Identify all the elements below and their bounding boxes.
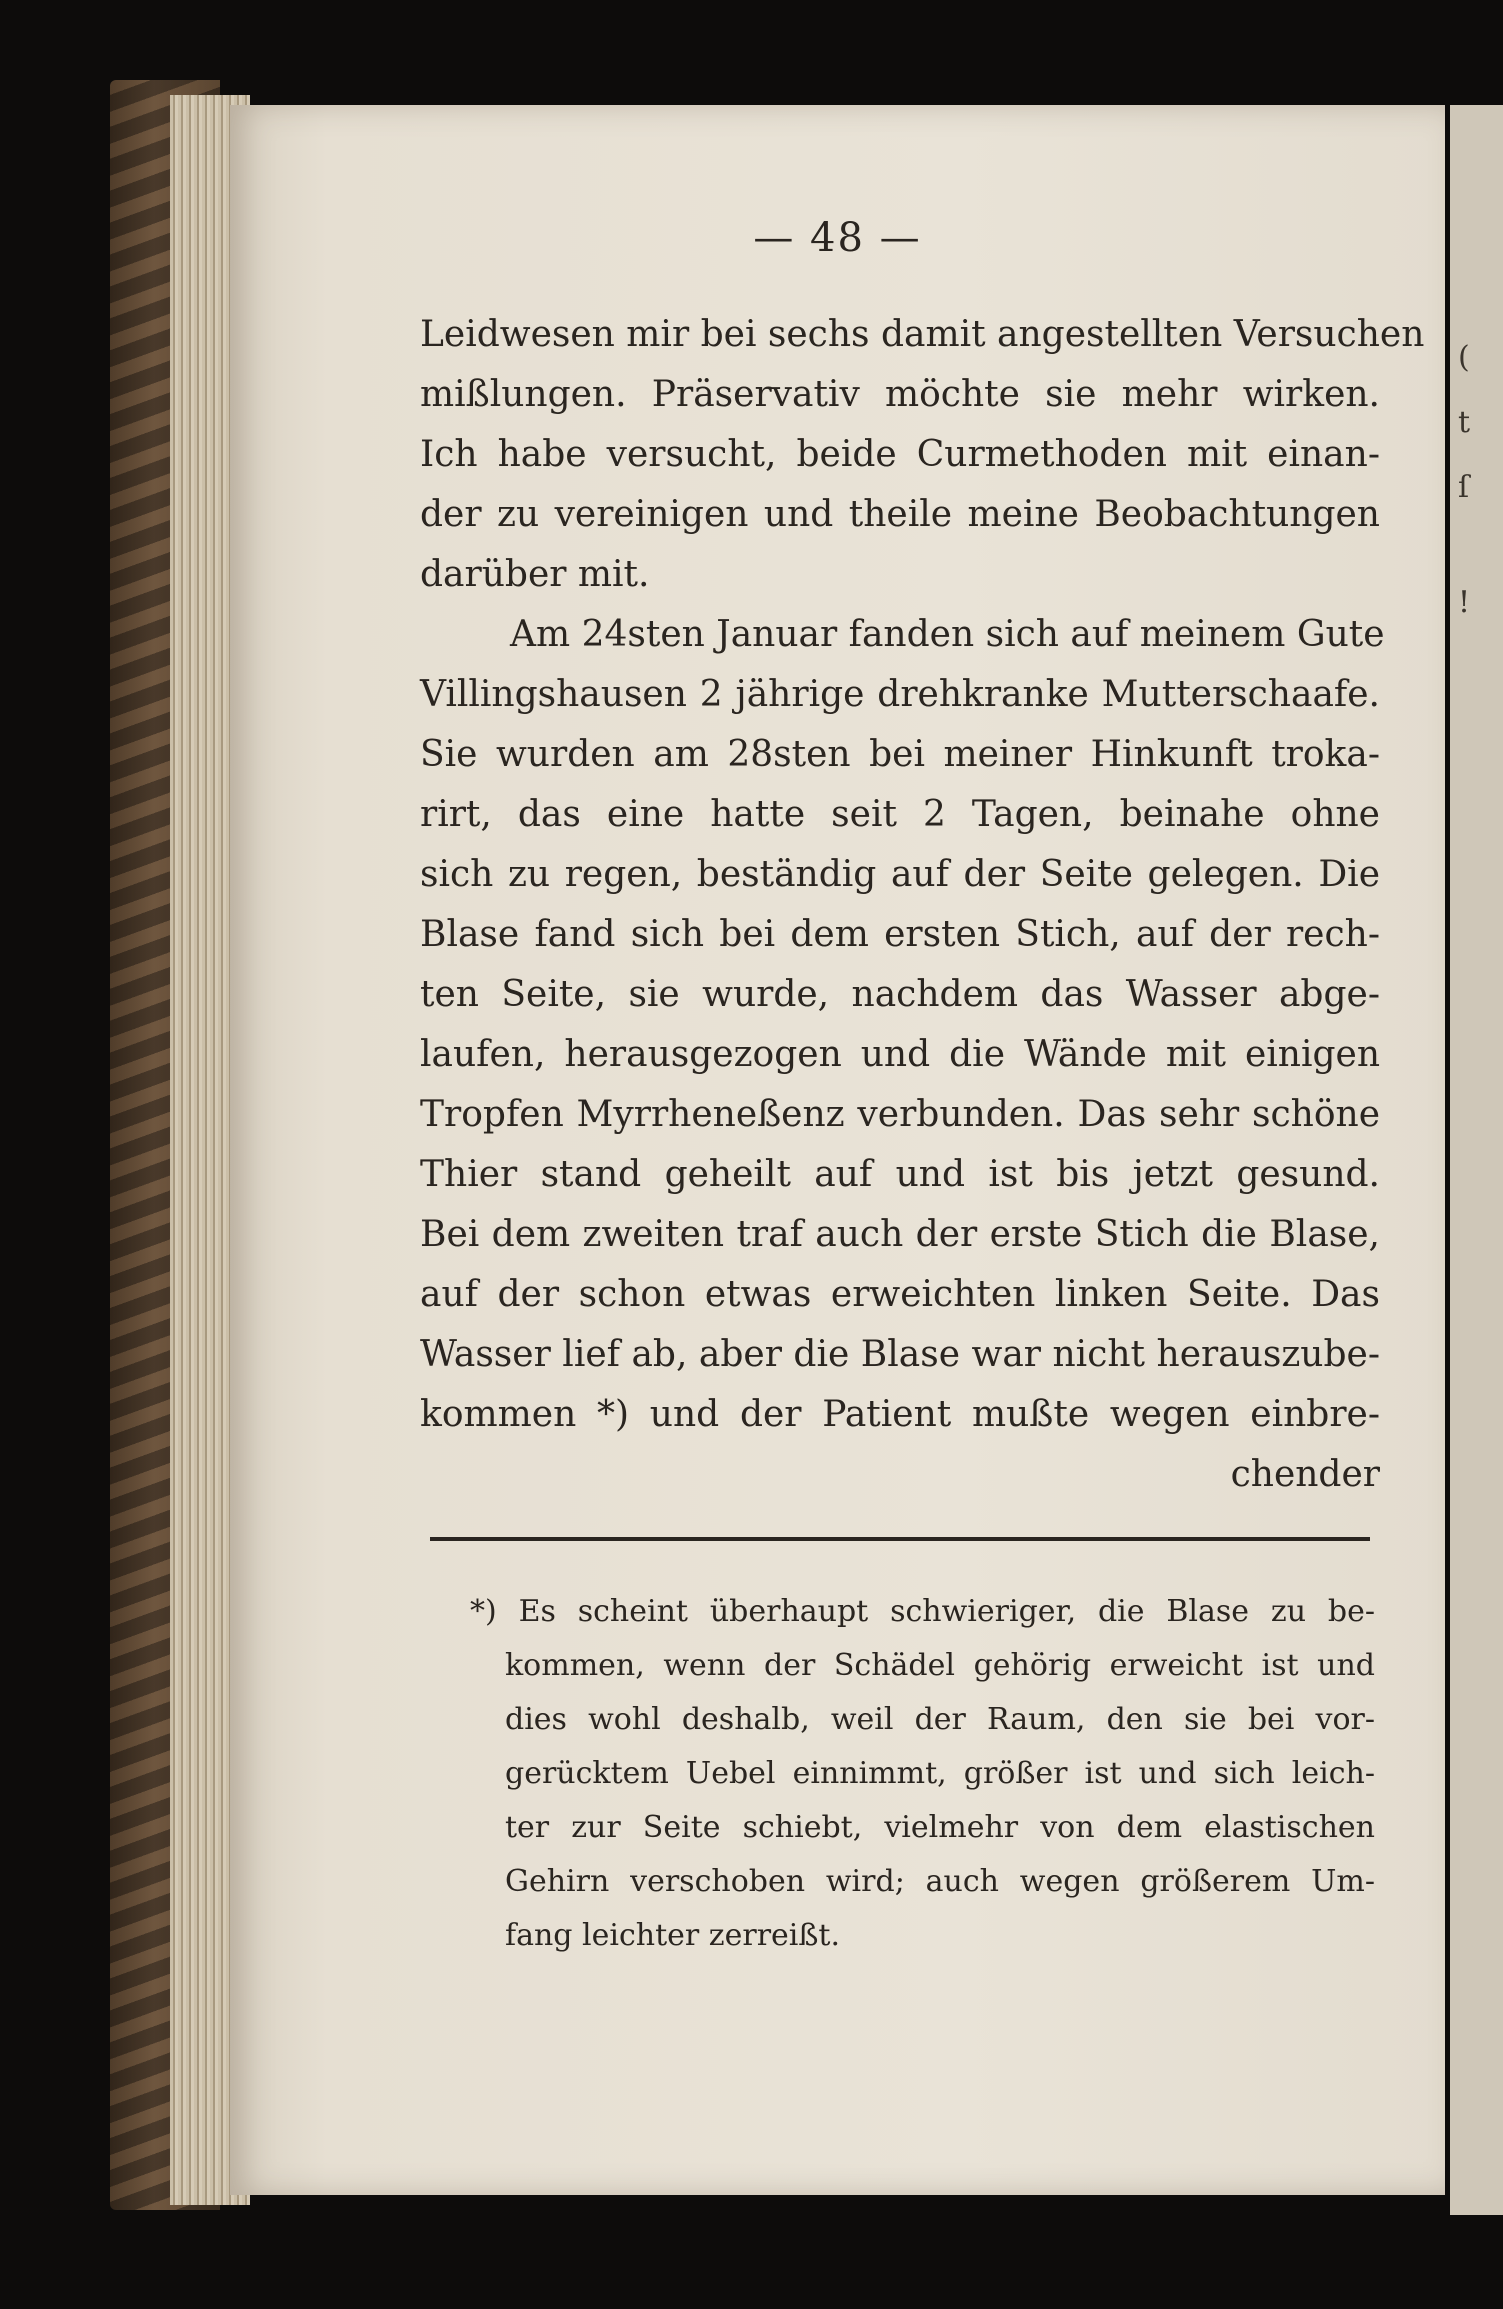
body-line: Leidwesen mir bei sechs damit angestellten Versuchen: [420, 314, 1425, 355]
footnote-line: *) Es scheint überhaupt schwieriger, die Blase zu be-: [470, 1594, 1375, 1629]
body-line: mißlungen. Präservativ möchte sie mehr wirken.: [420, 374, 1380, 415]
body-line: ten Seite, sie wurde, nachdem das Wasser abge-: [420, 974, 1380, 1015]
footnote: [470, 1585, 1375, 1963]
next-page-glyph: (: [1458, 340, 1470, 375]
page-number: — 48 —: [753, 215, 922, 261]
body-line: auf der schon etwas erweichten linken Seite. Das: [420, 1274, 1380, 1315]
body-line: der zu vereinigen und theile meine Beobachtungen: [420, 494, 1380, 535]
footnote-line: Gehirn verschoben wird; auch wegen größerem Um-: [505, 1864, 1375, 1899]
catchword: chender: [1230, 1454, 1380, 1495]
footnote-line: ter zur Seite schiebt, vielmehr von dem elastischen: [505, 1810, 1375, 1845]
body-line: laufen, herausgezogen und die Wände mit einigen: [420, 1034, 1380, 1075]
body-line: Blase fand sich bei dem ersten Stich, auf der rech-: [420, 914, 1380, 955]
footnote-line: kommen, wenn der Schädel gehörig erweicht ist und: [505, 1648, 1375, 1683]
body-line: kommen *) und der Patient mußte wegen einbre-: [420, 1394, 1380, 1435]
body-line: Wasser lief ab, aber die Blase war nicht herauszube-: [420, 1334, 1380, 1375]
footnote-line: fang leichter zerreißt.: [505, 1918, 841, 1953]
next-page-edge: [1450, 105, 1503, 2215]
footnote-rule: [430, 1537, 1370, 1541]
body-line: Am 24sten Januar fanden sich auf meinem Gute: [510, 614, 1385, 655]
body-line: Thier stand geheilt auf und ist bis jetzt gesund.: [420, 1154, 1380, 1195]
body-line: Bei dem zweiten traf auch der erste Stich die Blase,: [420, 1214, 1380, 1255]
body-line: Tropfen Myrrheneßenz verbunden. Das sehr schöne: [420, 1094, 1380, 1135]
body-line: rirt, das eine hatte seit 2 Tagen, beinahe ohne: [420, 794, 1380, 835]
body-line: darüber mit.: [420, 554, 650, 595]
footnote-line: gerücktem Uebel einnimmt, größer ist und sich leich-: [505, 1756, 1375, 1791]
next-page-glyph: t: [1458, 405, 1471, 440]
body-text: [420, 305, 1425, 1505]
book-page: [230, 105, 1445, 2195]
body-line: Ich habe versucht, beide Curmethoden mit einan-: [420, 434, 1380, 475]
next-page-glyph: ſ: [1458, 470, 1470, 505]
body-line: sich zu regen, beständig auf der Seite gelegen. Die: [420, 854, 1380, 895]
next-page-glyph: !: [1458, 585, 1471, 620]
footnote-line: dies wohl deshalb, weil der Raum, den sie bei vor-: [505, 1702, 1375, 1737]
body-line: Sie wurden am 28sten bei meiner Hinkunft troka-: [420, 734, 1380, 775]
body-line: Villingshausen 2 jährige drehkranke Mutterschaafe.: [420, 674, 1380, 715]
